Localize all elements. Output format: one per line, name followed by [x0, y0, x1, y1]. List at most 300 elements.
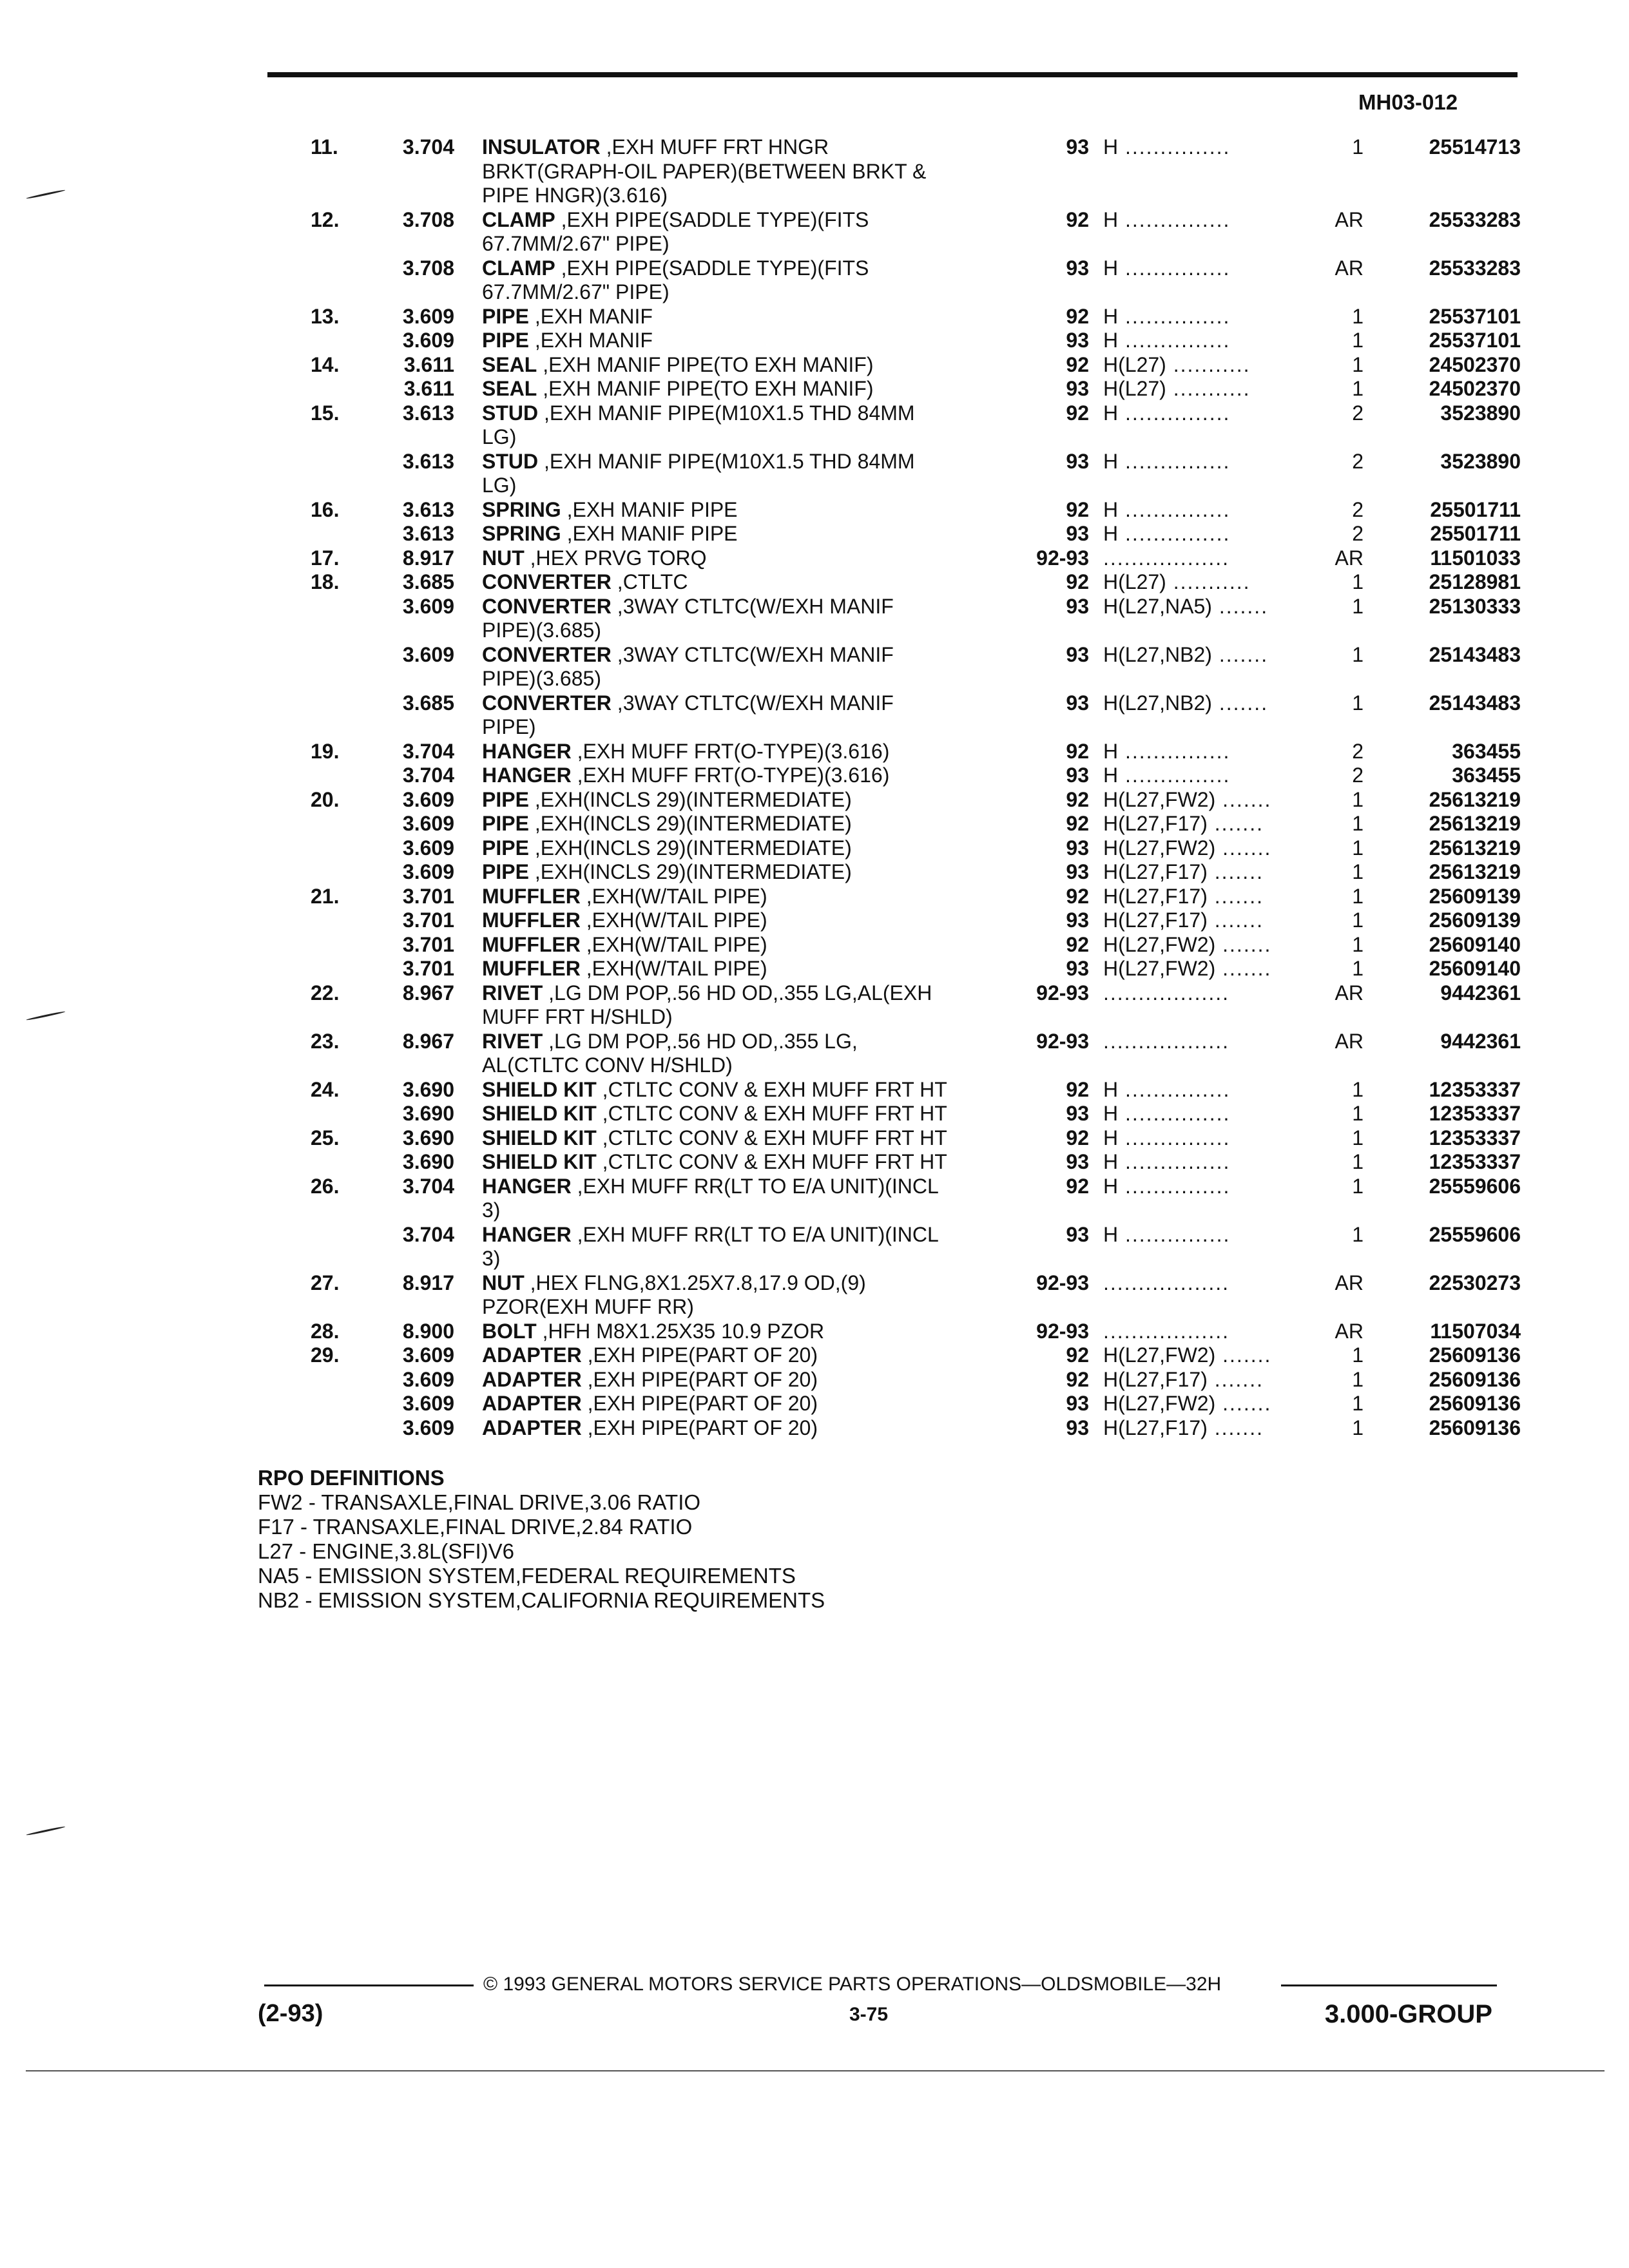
part-number: 9442361: [1440, 1029, 1521, 1053]
usage-qualifier: [1103, 522, 1309, 546]
part-description: PIPE): [482, 715, 536, 738]
part-number: 363455: [1452, 764, 1521, 787]
description: [482, 425, 1017, 450]
part-name: INSULATOR: [482, 135, 601, 159]
description: [482, 160, 1017, 184]
part-description: ,EXH MANIF: [528, 329, 653, 352]
description: [482, 135, 1017, 160]
usage-code: H(L27): [1103, 377, 1166, 400]
table-row: [303, 377, 1521, 401]
item-number: 23.: [311, 1029, 340, 1053]
group-number: 3.609: [402, 1367, 454, 1391]
quantity: 1: [1352, 1416, 1364, 1439]
table-row: [303, 184, 1521, 208]
model-year: 92-93: [1036, 1319, 1089, 1343]
usage-qualifier: [1103, 1030, 1309, 1054]
item-number: 25.: [311, 1126, 340, 1149]
quantity: 2: [1352, 401, 1364, 425]
part-number: 25128981: [1429, 570, 1521, 593]
part-description: ,EXH MANIF PIPE(M10X1.5 THD 84MM: [538, 401, 915, 425]
usage-code: H(L27,F17): [1103, 812, 1208, 835]
part-number: 25130333: [1429, 594, 1521, 618]
group-number: 3.708: [402, 207, 454, 231]
table-row: [303, 329, 1521, 353]
part-name: SHIELD KIT: [482, 1126, 597, 1149]
description: [482, 377, 1017, 401]
table-row: [303, 788, 1521, 812]
dot-leader: ...............: [1118, 449, 1231, 473]
part-number: 25501711: [1430, 522, 1521, 545]
part-name: CONVERTER: [482, 570, 612, 593]
item-number: 17.: [311, 546, 340, 570]
model-year: 93: [1066, 836, 1089, 860]
usage-qualifier: [1103, 377, 1309, 401]
usage-qualifier: [1103, 885, 1309, 909]
model-year: 93: [1066, 1150, 1089, 1173]
part-number: 12353337: [1429, 1150, 1521, 1173]
usage-qualifier: [1103, 546, 1309, 571]
group-number: 3.701: [402, 957, 454, 980]
dot-leader: ..................: [1103, 546, 1230, 570]
model-year: 92: [1066, 812, 1089, 835]
quantity: AR: [1335, 256, 1364, 280]
usage-qualifier: [1103, 788, 1309, 812]
quantity: 1: [1352, 787, 1364, 811]
part-number: 25613219: [1429, 787, 1521, 811]
part-name: MUFFLER: [482, 884, 581, 908]
quantity: 2: [1352, 522, 1364, 545]
usage-qualifier: [1103, 1078, 1309, 1102]
usage-code: H(L27,FW2): [1103, 836, 1216, 860]
group-number: 3.708: [402, 256, 454, 280]
usage-code: H(L27,NB2): [1103, 642, 1212, 666]
usage-qualifier: [1103, 1223, 1309, 1247]
quantity: 1: [1352, 1102, 1364, 1125]
item-number: 12.: [311, 207, 340, 231]
part-number: 11501033: [1430, 546, 1521, 570]
part-number: 25609136: [1429, 1392, 1521, 1415]
table-row: [303, 1295, 1521, 1320]
item-number: 16.: [311, 497, 340, 521]
part-name: CONVERTER: [482, 594, 612, 618]
table-row: [303, 764, 1521, 788]
part-description: PIPE)(3.685): [482, 619, 601, 642]
quantity: 1: [1352, 352, 1364, 376]
item-number: 22.: [311, 981, 340, 1004]
dot-leader: ...............: [1118, 1150, 1231, 1173]
table-row: [303, 1271, 1521, 1296]
group-number: 3.704: [402, 764, 454, 787]
quantity: 1: [1352, 1126, 1364, 1149]
usage-qualifier: [1103, 1126, 1309, 1151]
part-name: PIPE: [482, 787, 529, 811]
model-year: 92: [1066, 570, 1089, 593]
copyright-text: © 1993 GENERAL MOTORS SERVICE PARTS OPERATIONS—OLDSMOBILE—32H: [483, 1974, 1222, 1995]
group-number: 3.701: [402, 932, 454, 956]
quantity: 2: [1352, 739, 1364, 763]
description: [482, 595, 1017, 619]
group-number: 3.690: [402, 1102, 454, 1125]
item-number: 14.: [311, 352, 340, 376]
table-row: [303, 691, 1521, 716]
usage-qualifier: [1103, 401, 1309, 426]
model-year: 93: [1066, 908, 1089, 932]
usage-qualifier: [1103, 740, 1309, 764]
usage-qualifier: [1103, 1368, 1309, 1392]
rpo-line: F17 - TRANSAXLE,FINAL DRIVE,2.84 RATIO: [258, 1515, 693, 1539]
footer-rule: [264, 1984, 474, 1986]
usage-code: H: [1103, 256, 1119, 280]
description: [482, 788, 1017, 812]
usage-code: H(L27,FW2): [1103, 1343, 1216, 1367]
usage-qualifier: [1103, 1271, 1309, 1296]
description: [482, 184, 1017, 208]
part-name: HANGER: [482, 1174, 572, 1198]
group-number: 3.611: [403, 377, 454, 400]
description: [482, 329, 1017, 353]
group-number: 8.917: [402, 546, 454, 570]
top-rule: [267, 72, 1518, 77]
dot-leader: .......: [1215, 1392, 1272, 1415]
part-description: ,3WAY CTLTC(W/EXH MANIF: [611, 594, 894, 618]
part-name: SEAL: [482, 377, 537, 400]
part-description: ,EXH PIPE(SADDLE TYPE)(FITS: [555, 207, 869, 231]
table-row: [303, 1223, 1521, 1247]
item-number: 20.: [311, 787, 340, 811]
usage-qualifier: [1103, 764, 1309, 788]
part-name: STUD: [482, 449, 539, 473]
group-number: 3.701: [402, 908, 454, 932]
usage-qualifier: [1103, 570, 1309, 595]
table-row: [303, 1343, 1521, 1368]
quantity: 1: [1352, 691, 1364, 715]
part-description: ,EXH PIPE(PART OF 20): [581, 1392, 818, 1415]
table-row: [303, 256, 1521, 281]
table-row: [303, 1053, 1521, 1078]
part-number: 25559606: [1429, 1222, 1521, 1246]
model-year: 93: [1066, 691, 1089, 715]
dot-leader: ..................: [1103, 981, 1230, 1004]
footer-rule: [1281, 1984, 1497, 1986]
table-row: [303, 836, 1521, 861]
group-number: 3.609: [402, 1392, 454, 1415]
table-row: [303, 474, 1521, 498]
part-description: ,CTLTC CONV & EXH MUFF FRT HT: [596, 1077, 947, 1101]
description: [482, 1005, 1017, 1030]
part-number: 25613219: [1429, 836, 1521, 860]
usage-qualifier: [1103, 643, 1309, 668]
dot-leader: ...............: [1118, 1077, 1231, 1101]
quantity: 1: [1352, 1343, 1364, 1367]
usage-qualifier: [1103, 353, 1309, 378]
table-row: [303, 160, 1521, 184]
quantity: 1: [1352, 884, 1364, 908]
model-year: 92: [1066, 739, 1089, 763]
usage-qualifier: [1103, 1343, 1309, 1368]
part-name: SHIELD KIT: [482, 1077, 597, 1101]
part-number: 25609136: [1429, 1343, 1521, 1367]
group-number: 8.917: [402, 1271, 454, 1294]
part-number: 3523890: [1440, 401, 1521, 425]
usage-code: H: [1103, 739, 1119, 763]
usage-qualifier: [1103, 933, 1309, 957]
usage-code: H(L27): [1103, 352, 1166, 376]
model-year: 92: [1066, 304, 1089, 328]
dot-leader: .......: [1211, 691, 1269, 715]
quantity: AR: [1335, 1319, 1364, 1343]
group-number: 3.609: [402, 594, 454, 618]
group-label: 3.000-GROUP: [1324, 2000, 1492, 2028]
item-number: 11.: [311, 135, 338, 159]
table-row: [303, 860, 1521, 885]
description: [482, 885, 1017, 909]
table-row: [303, 981, 1521, 1006]
dot-leader: ...............: [1118, 497, 1231, 521]
part-description: PIPE)(3.685): [482, 667, 601, 690]
group-number: 3.690: [402, 1150, 454, 1173]
part-description: ,EXH MANIF PIPE(TO EXH MANIF): [537, 377, 874, 400]
part-name: PIPE: [482, 812, 529, 835]
part-description: ,CTLTC CONV & EXH MUFF FRT HT: [596, 1102, 947, 1125]
usage-code: H: [1103, 522, 1119, 545]
quantity: 1: [1352, 1392, 1364, 1415]
description: [482, 715, 1017, 740]
part-name: MUFFLER: [482, 932, 581, 956]
dot-leader: ...............: [1118, 329, 1231, 352]
part-name: MUFFLER: [482, 908, 581, 932]
usage-code: H: [1103, 1150, 1119, 1173]
description: [482, 1150, 1017, 1175]
group-number: 3.613: [402, 401, 454, 425]
item-number: 21.: [311, 884, 340, 908]
description: [482, 570, 1017, 595]
part-name: HANGER: [482, 1222, 572, 1246]
part-description: LG): [482, 425, 517, 448]
dot-leader: .......: [1215, 1343, 1272, 1367]
description: [482, 401, 1017, 426]
usage-qualifier: [1103, 305, 1309, 329]
usage-qualifier: [1103, 329, 1309, 353]
usage-code: H: [1103, 764, 1119, 787]
dot-leader: ...........: [1166, 377, 1251, 400]
part-name: BOLT: [482, 1319, 537, 1343]
group-number: 3.609: [402, 812, 454, 835]
quantity: 1: [1352, 836, 1364, 860]
dot-leader: ...............: [1118, 522, 1231, 545]
usage-qualifier: [1103, 860, 1309, 885]
quantity: 2: [1352, 449, 1364, 473]
part-description: ,CTLTC: [611, 570, 688, 593]
table-row: [303, 933, 1521, 957]
dot-leader: ..................: [1103, 1271, 1230, 1294]
quantity: 1: [1352, 135, 1364, 159]
model-year: 92: [1066, 1077, 1089, 1101]
item-number: 15.: [311, 401, 340, 425]
usage-qualifier: [1103, 836, 1309, 861]
dot-leader: .......: [1207, 1367, 1264, 1391]
part-name: ADAPTER: [482, 1392, 582, 1415]
usage-qualifier: [1103, 1320, 1309, 1344]
quantity: 1: [1352, 1222, 1364, 1246]
usage-code: H: [1103, 1102, 1119, 1125]
usage-qualifier: [1103, 981, 1309, 1006]
rpo-line: FW2 - TRANSAXLE,FINAL DRIVE,3.06 RATIO: [258, 1490, 701, 1514]
part-description: ,HEX PRVG TORQ: [524, 546, 707, 570]
usage-code: H: [1103, 1077, 1119, 1101]
item-number: 28.: [311, 1319, 340, 1343]
table-row: [303, 1198, 1521, 1223]
model-year: 92: [1066, 1174, 1089, 1198]
table-row: [303, 546, 1521, 571]
quantity: 1: [1352, 594, 1364, 618]
part-number: 12353337: [1429, 1102, 1521, 1125]
model-year: 92-93: [1036, 1271, 1089, 1294]
part-description: ,EXH(INCLS 29)(INTERMEDIATE): [528, 836, 852, 860]
part-name: CLAMP: [482, 207, 555, 231]
part-number: 25143483: [1429, 642, 1521, 666]
dot-leader: ...............: [1118, 764, 1231, 787]
parts-table: [303, 135, 1521, 1440]
usage-code: H(L27,NA5): [1103, 594, 1212, 618]
model-year: 92-93: [1036, 1029, 1089, 1053]
usage-code: H: [1103, 329, 1119, 352]
part-number: 25613219: [1429, 860, 1521, 883]
margin-mark: [26, 1011, 65, 1021]
group-number: 3.704: [402, 135, 454, 159]
quantity: AR: [1335, 1271, 1364, 1294]
table-row: [303, 643, 1521, 668]
quantity: 2: [1352, 764, 1364, 787]
page-number: 3-75: [849, 2004, 889, 2025]
description: [482, 280, 1017, 305]
part-name: MUFFLER: [482, 957, 581, 980]
description: [482, 353, 1017, 378]
usage-qualifier: [1103, 957, 1309, 981]
item-number: 19.: [311, 739, 340, 763]
part-description: ,EXH MUFF FRT(O-TYPE)(3.616): [571, 764, 890, 787]
table-row: [303, 1102, 1521, 1126]
part-description: 3): [482, 1247, 501, 1270]
usage-code: H: [1103, 497, 1119, 521]
part-name: ADAPTER: [482, 1367, 582, 1391]
quantity: 1: [1352, 1174, 1364, 1198]
description: [482, 1126, 1017, 1151]
part-description: ,EXH(INCLS 29)(INTERMEDIATE): [528, 812, 852, 835]
part-name: ADAPTER: [482, 1416, 582, 1439]
description: [482, 232, 1017, 256]
dot-leader: ...............: [1118, 1222, 1231, 1246]
item-number: 26.: [311, 1174, 340, 1198]
part-number: 25609139: [1429, 908, 1521, 932]
description: [482, 256, 1017, 281]
description: [482, 305, 1017, 329]
part-number: 24502370: [1429, 377, 1521, 400]
table-row: [303, 1175, 1521, 1199]
group-number: 3.704: [402, 739, 454, 763]
dot-leader: ...............: [1118, 304, 1231, 328]
part-name: SPRING: [482, 522, 561, 545]
part-description: BRKT(GRAPH-OIL PAPER)(BETWEEN BRKT &: [482, 159, 927, 183]
dot-leader: ...............: [1118, 1126, 1231, 1149]
part-description: ,CTLTC CONV & EXH MUFF FRT HT: [596, 1150, 947, 1173]
usage-code: H(L27,F17): [1103, 1416, 1208, 1439]
rpo-title: RPO DEFINITIONS: [258, 1466, 445, 1490]
dot-leader: .......: [1207, 908, 1264, 932]
quantity: 1: [1352, 1077, 1364, 1101]
description: [482, 812, 1017, 836]
part-description: ,EXH(INCLS 29)(INTERMEDIATE): [528, 787, 852, 811]
part-number: 25537101: [1429, 329, 1521, 352]
dot-leader: ...............: [1118, 135, 1231, 159]
model-year: 92-93: [1036, 546, 1089, 570]
group-number: 3.609: [402, 860, 454, 883]
description: [482, 764, 1017, 788]
part-description: ,EXH PIPE(SADDLE TYPE)(FITS: [555, 256, 869, 280]
description: [482, 498, 1017, 523]
table-row: [303, 1030, 1521, 1054]
table-row: [303, 425, 1521, 450]
description: [482, 933, 1017, 957]
part-description: ,3WAY CTLTC(W/EXH MANIF: [611, 691, 894, 715]
model-year: 93: [1066, 642, 1089, 666]
group-number: 3.685: [402, 570, 454, 593]
group-number: 3.613: [402, 522, 454, 545]
quantity: AR: [1335, 207, 1364, 231]
usage-code: H(L27,FW2): [1103, 787, 1216, 811]
usage-code: H: [1103, 449, 1119, 473]
usage-code: H: [1103, 207, 1119, 231]
part-name: SEAL: [482, 352, 537, 376]
model-year: 92-93: [1036, 981, 1089, 1004]
description: [482, 1030, 1017, 1054]
part-description: ,LG DM POP,.56 HD OD,.355 LG,: [543, 1029, 858, 1053]
table-row: [303, 1150, 1521, 1175]
description: [482, 1078, 1017, 1102]
item-number: 18.: [311, 570, 340, 593]
dot-leader: .......: [1211, 594, 1269, 618]
usage-qualifier: [1103, 908, 1309, 933]
description: [482, 981, 1017, 1006]
quantity: 1: [1352, 1367, 1364, 1391]
dot-leader: ...............: [1118, 207, 1231, 231]
part-number: 25501711: [1430, 497, 1521, 521]
part-description: PIPE HNGR)(3.616): [482, 184, 668, 207]
part-name: PIPE: [482, 836, 529, 860]
part-description: PZOR(EXH MUFF RR): [482, 1295, 694, 1318]
dot-leader: ...............: [1118, 1174, 1231, 1198]
usage-code: H: [1103, 1126, 1119, 1149]
usage-code: H(L27,FW2): [1103, 1392, 1216, 1415]
usage-qualifier: [1103, 1416, 1309, 1441]
model-year: 92: [1066, 884, 1089, 908]
table-row: [303, 280, 1521, 305]
quantity: 1: [1352, 570, 1364, 593]
model-year: 92: [1066, 1343, 1089, 1367]
usage-qualifier: [1103, 498, 1309, 523]
table-row: [303, 1247, 1521, 1271]
usage-code: H: [1103, 401, 1119, 425]
part-name: RIVET: [482, 1029, 543, 1053]
usage-code: H: [1103, 1222, 1119, 1246]
description: [482, 474, 1017, 498]
part-description: ,EXH PIPE(PART OF 20): [581, 1416, 818, 1439]
table-row: [303, 1392, 1521, 1416]
quantity: AR: [1335, 981, 1364, 1004]
quantity: 1: [1352, 642, 1364, 666]
group-number: 3.609: [402, 642, 454, 666]
description: [482, 1102, 1017, 1126]
description: [482, 836, 1017, 861]
